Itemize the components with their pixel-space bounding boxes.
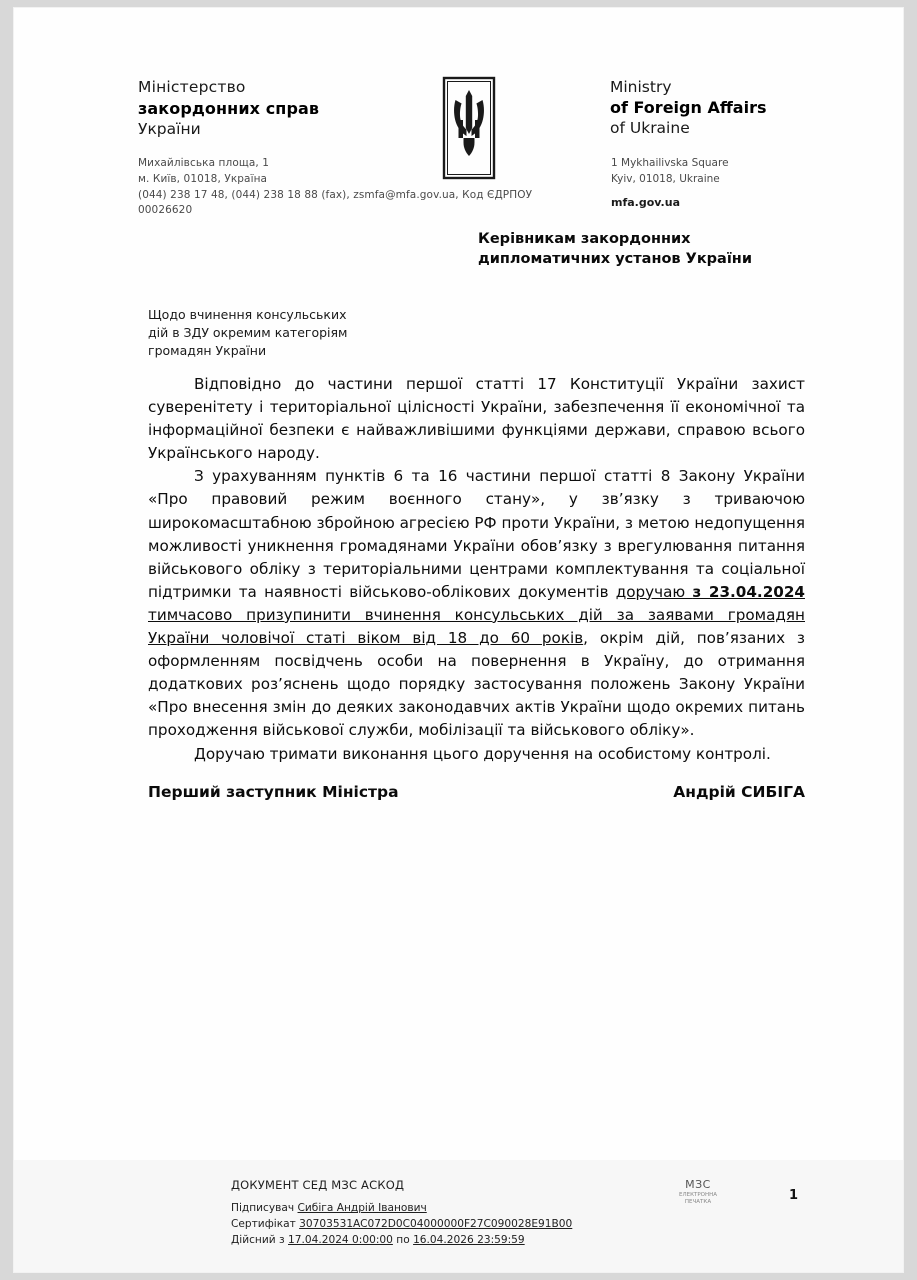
page-shadow-top — [0, 0, 917, 8]
esign-signer-value: Сибіга Андрій Іванович — [297, 1202, 427, 1214]
signer-name: Андрій СИБІГА — [673, 783, 805, 801]
letterhead-address-en: 1 Mykhailivska Square Kyiv, 01018, Ukraine — [611, 157, 729, 185]
esign-valid-from: 17.04.2024 0:00:00 — [288, 1233, 393, 1246]
body-p2-part-2: , окрім дій, пов’язаних з оформленням посвідчень особи на повернення в Україну, до отримання додаткових роз’яснень щодо порядку застосування положень Закону України «Про внесення змін до деяких законодавчих актів України щодо окремих питань проходження військової служби, мобілізації та військового обліку». — [148, 629, 805, 740]
page-number: 1 — [789, 1188, 799, 1203]
letterhead-ukrainian — [138, 78, 438, 140]
electronic-seal-icon — [669, 1178, 727, 1206]
esign-title: ДОКУМЕНТ СЕД МЗС АСКОД — [231, 1178, 405, 1192]
esign-signer-row — [231, 1201, 661, 1217]
addressee-block: Керівникам закордонних дипломатичних установ України — [478, 231, 752, 267]
body-paragraph-2 — [148, 465, 805, 742]
body-p2-underline-2: тимчасово призупинити вчинення консульських дій за заявами громадян України чоловічої статі віком від 18 до 60 років — [148, 605, 805, 648]
esign-valid-label: Дійсний з — [231, 1233, 285, 1246]
ministry-line-3-en: of Ukraine — [610, 119, 690, 138]
letterhead-english — [610, 78, 890, 139]
ministry-line-1-ua: Міністерство — [138, 78, 246, 96]
electronic-signature-footer — [14, 1160, 903, 1272]
page-shadow-bottom — [0, 1272, 917, 1280]
esign-valid-to: 16.04.2026 23:59:59 — [413, 1233, 525, 1246]
body-p2-underline-1: доручаю — [615, 582, 693, 601]
esign-valid-to-label: по — [396, 1233, 410, 1246]
ministry-line-3-ua: України — [138, 120, 201, 139]
seal-sublabel: ЕЛЕКТРОННА ПЕЧАТКА — [678, 1192, 718, 1205]
esign-signer-label: Підписувач — [231, 1202, 295, 1214]
esign-certificate-value: 30703531AC072D0C04000000F27C090028E91B00 — [299, 1217, 573, 1230]
ministry-line-2-ua: закордонних справ — [138, 98, 320, 118]
signer-position: Перший заступник Міністра — [148, 783, 399, 801]
esign-certificate-label: Сертифікат — [231, 1217, 296, 1230]
subject-line: Щодо вчинення консульських дій в ЗДУ окремим категоріям громадян України — [148, 307, 348, 359]
letterhead-website[interactable]: mfa.gov.ua — [611, 196, 680, 209]
esign-certificate-row — [231, 1217, 661, 1233]
body-p2-part-1: З урахуванням пунктів 6 та 16 частини першої статті 8 Закону України «Про правовий режим воєнного стану», у зв’язку з триваючою широкомасштабною збройною агресією РФ проти України, з метою недопущення можливості уникнення громадянами України обов’язку з врегулювання питання військового обліку з територіальними центрами комплектування та соціальної підтримки та наявності військово-облікових документів — [148, 467, 806, 601]
ukraine-trident-coat-of-arms-icon — [441, 76, 497, 180]
ministry-line-1-en: Ministry — [610, 78, 672, 96]
document-page — [14, 8, 903, 1272]
page-shadow-right — [903, 0, 917, 1280]
body-paragraph-3: Доручаю тримати виконання цього доручення на особистому контролі. — [194, 744, 771, 763]
ministry-line-2-en: of Foreign Affairs — [610, 97, 767, 117]
page-shadow-left — [0, 0, 14, 1280]
esign-validity-row — [231, 1233, 661, 1249]
body-paragraph-1: Відповідно до частини першої статті 17 Конституції України захист суверенітету і територіальної цілісності України, забезпечення її економічної та інформаційної безпеки є найважливішими функціями держави, справою всього Українського народу. — [148, 375, 805, 463]
esign-details — [231, 1178, 661, 1249]
body-p2-effective-date: з 23.04.2024 — [692, 582, 805, 601]
document-body — [148, 373, 805, 766]
letterhead — [14, 68, 903, 218]
signature-block — [148, 783, 805, 801]
seal-label: МЗС — [685, 1178, 711, 1191]
letterhead-address-ua: Михайлівська площа, 1 м. Київ, 01018, Україна (044) 238 17 48, (044) 238 18 88 (fax), zsmfa@mfa.gov.ua, Код ЄДРПОУ 00026620 — [138, 157, 533, 217]
